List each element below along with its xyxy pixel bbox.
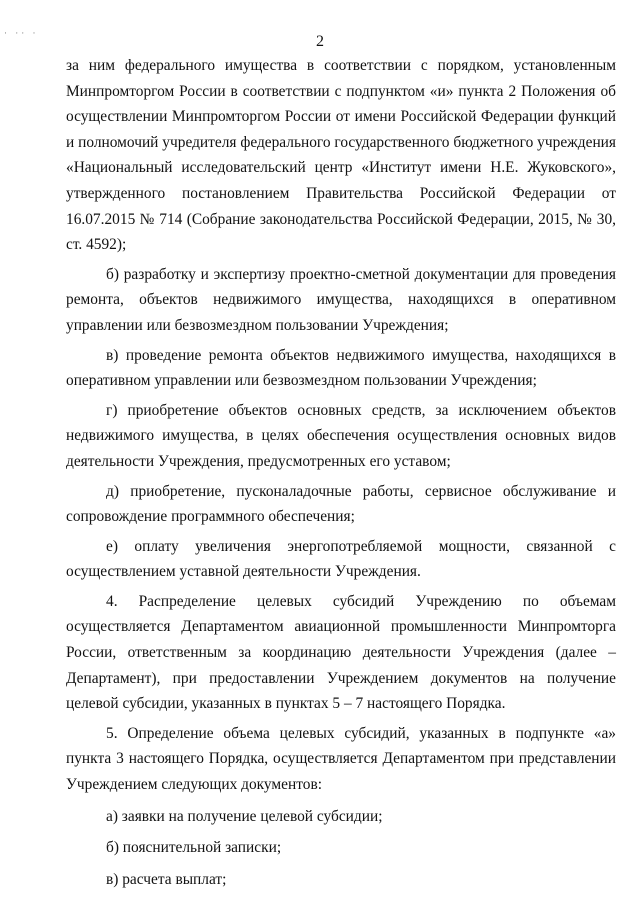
- paragraph-section-4: 4. Распределение целевых субсидий Учреждению по объемам осуществляется Департаментом авиационной промышленности Минпромторга России, ответственным за координацию деятельности Учреждения (далее – Департамент), при предоставлении Учреждением документов на получение целевой субсидии, указанных в пунктах 5 – 7 настоящего Порядка.: [66, 592, 616, 713]
- paragraph-continuation: за ним федерального имущества в соответствии с порядком, установленным Минпромторгом России в соответствии с подпунктом «и» пункта 2 Положения об осуществлении Минпромторгом России от имени Российской Федерации функций и полномочий учредителя федерального государственного бюджетного учреждения «Национальный исследовательский центр «Институт имени Н.Е. Жуковского», утвержденного постановлением Правительства Российской Федерации от 16.07.2015 № 714 (Собрание законодательства Российской Федерации, 2015, № 30, ст. 4592);: [66, 57, 616, 254]
- list-item-a: а) заявки на получение целевой субсидии;: [106, 807, 383, 825]
- scan-marks: · ·· ·: [4, 28, 39, 38]
- paragraph-item-e: е) оплату увеличения энергопотребляемой мощности, связанной с осуществлением уставной деятельности Учреждения.: [66, 537, 616, 581]
- paragraph-item-b: б) разработку и экспертизу проектно-сметной документации для проведения ремонта, объектов недвижимого имущества, находящихся в оперативном управлении или безвозмездном пользовании Учреждения;: [66, 265, 616, 334]
- list-item-b: б) пояснительной записки;: [106, 839, 282, 857]
- page-number: 2: [316, 33, 324, 50]
- paragraph-item-d: д) приобретение, пусконаладочные работы, сервисное обслуживание и сопровождение программного обеспечения;: [66, 482, 616, 526]
- document-body: [66, 53, 616, 892]
- paragraph-item-v: в) проведение ремонта объектов недвижимого имущества, находящихся в оперативном управлении или безвозмездном пользовании Учреждения;: [66, 346, 616, 390]
- paragraph-item-g: г) приобретение объектов основных средств, за исключением объектов недвижимого имущества, в целях обеспечения осуществления основных видов деятельности Учреждения, предусмотренных его уставом;: [66, 401, 616, 470]
- paragraph-section-5: 5. Определение объема целевых субсидий, указанных в подпункте «а» пункта 3 настоящего Порядка, осуществляется Департаментом при представлении Учреждением следующих документов:: [66, 724, 616, 794]
- list-item-v: в) расчета выплат;: [106, 870, 227, 888]
